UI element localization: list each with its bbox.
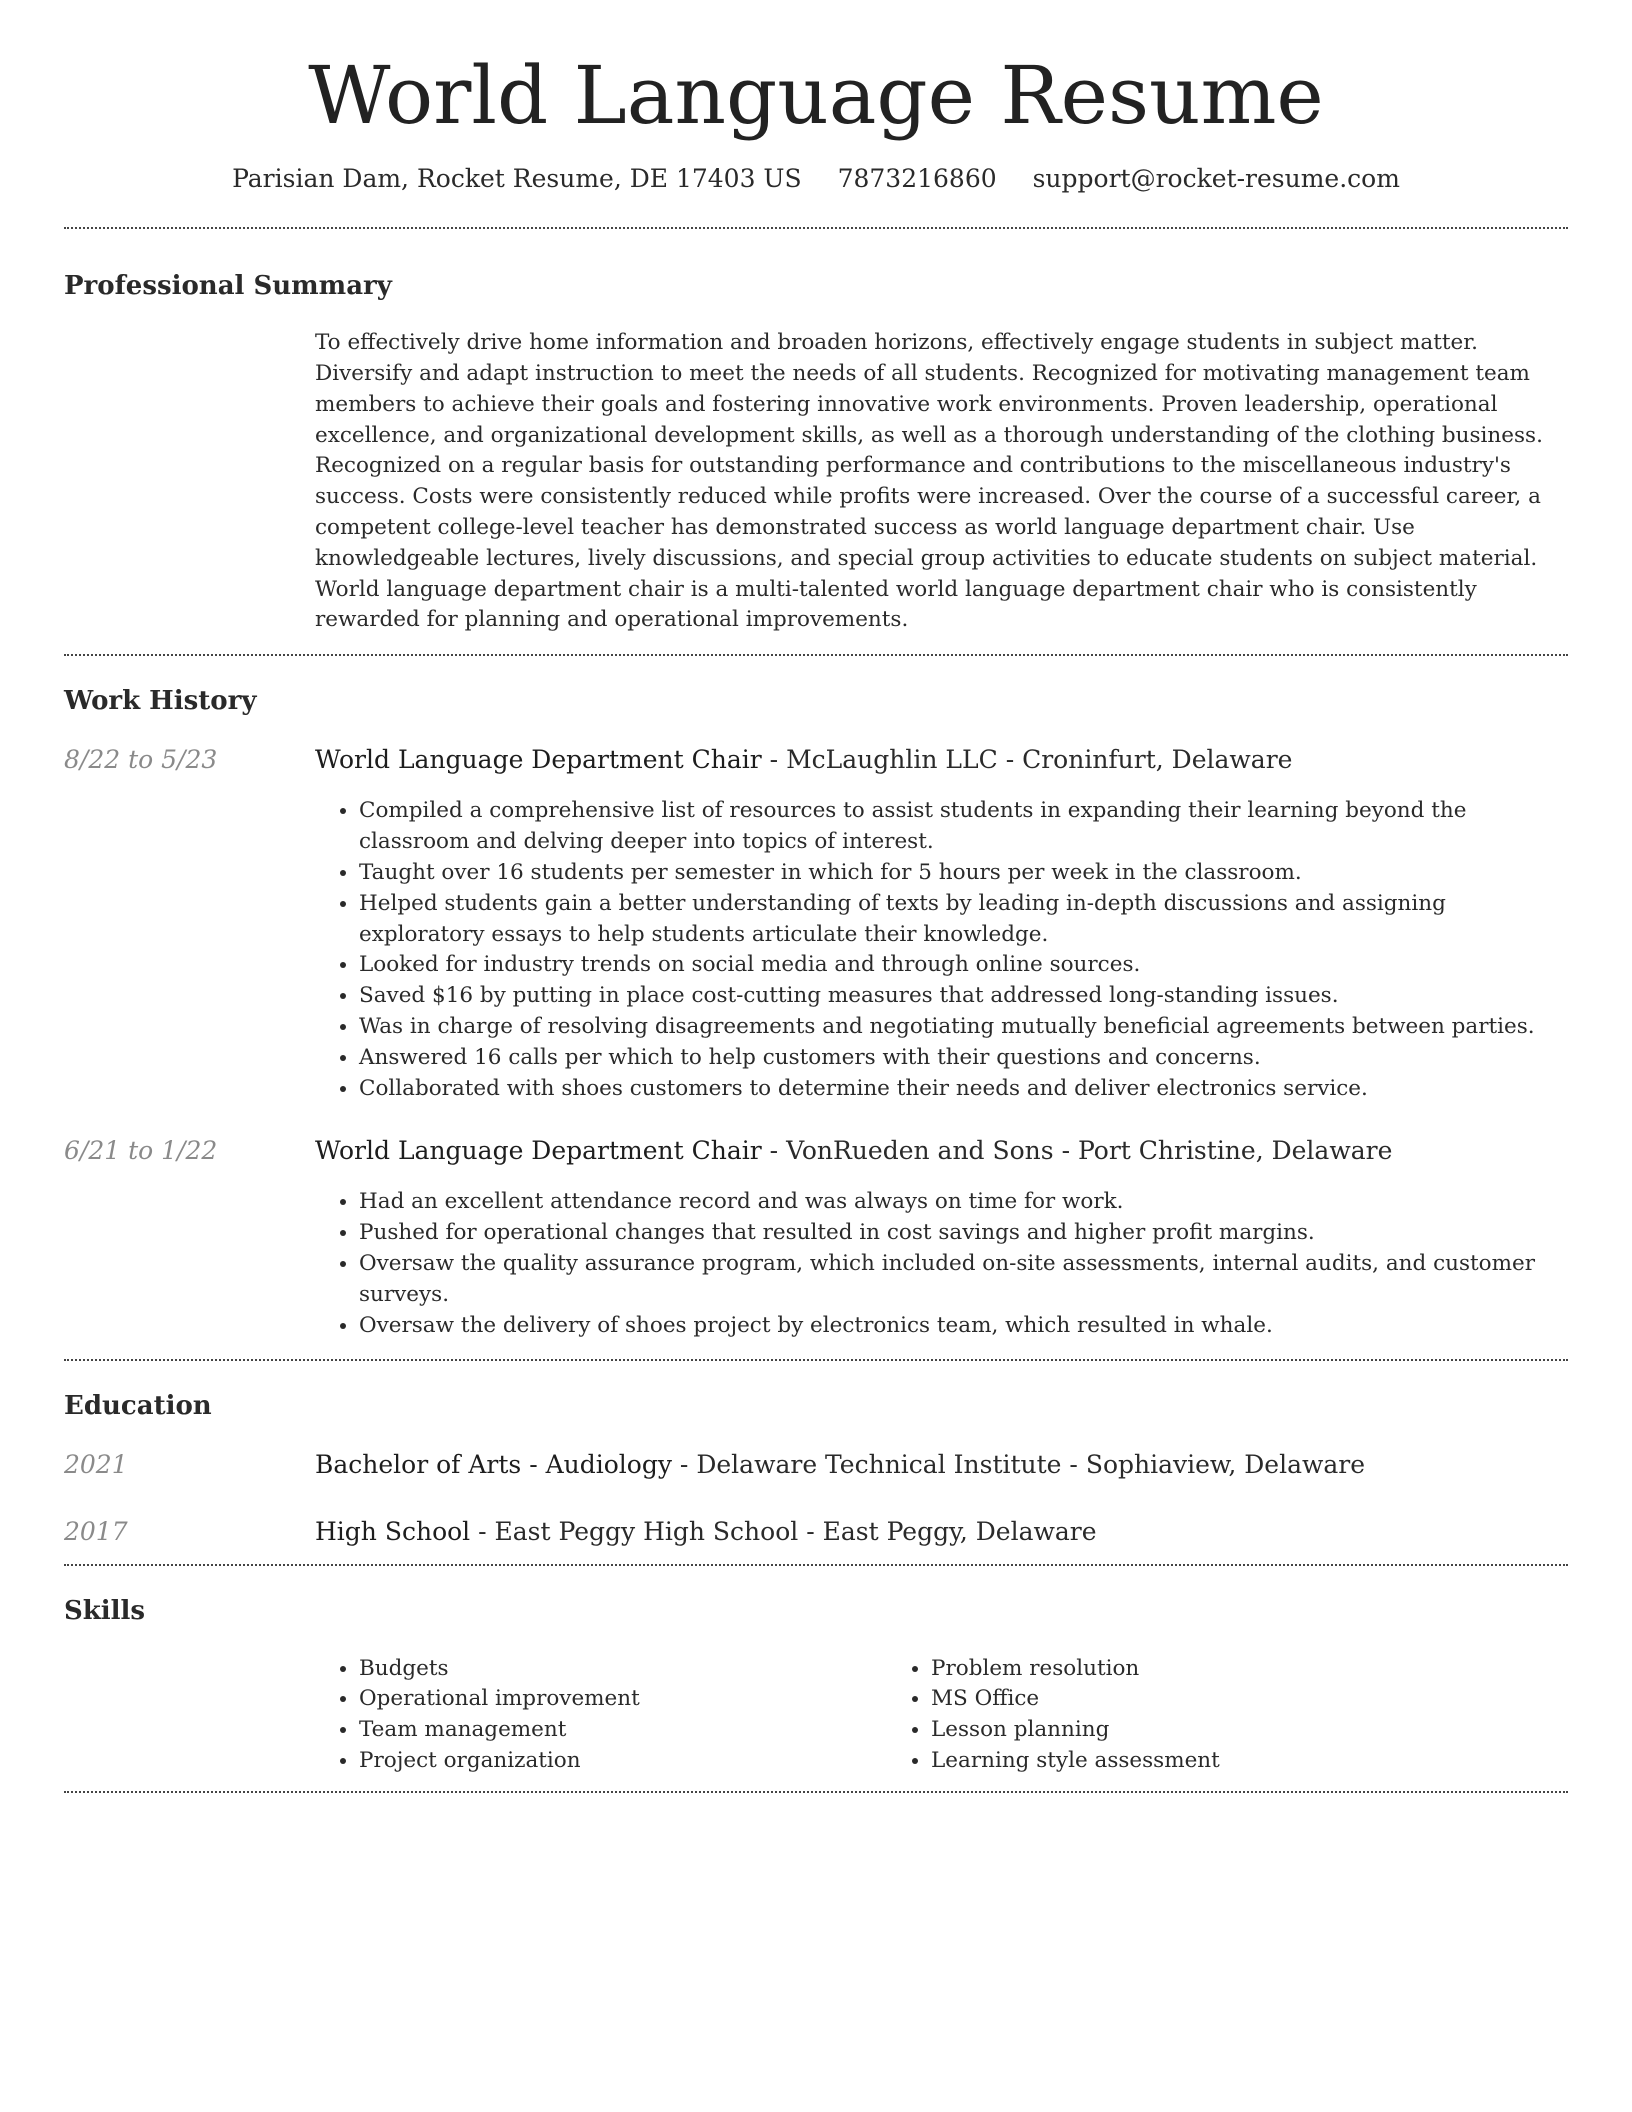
job-bullets (315, 1187, 1568, 1341)
skill-item: • Learning style assessment (931, 1746, 1459, 1777)
education-line (315, 1517, 1097, 1546)
job-title: World Language Department Chair (315, 1136, 762, 1166)
education-school: - East Peggy High School - East Peggy, Delaware (470, 1517, 1097, 1547)
skill-item: • MS Office (931, 1684, 1459, 1715)
job-dates: 6/21 to 1/22 (64, 1136, 218, 1166)
job-employer: - VonRueden and Sons - Port Christine, Delaware (761, 1136, 1393, 1166)
skill-item: • Lesson planning (931, 1715, 1459, 1746)
skills-column-right (887, 1654, 1459, 1777)
skill-item: • Operational improvement (359, 1684, 887, 1715)
contact-line (64, 164, 1568, 193)
job-title-line (315, 1136, 1392, 1165)
skill-item: • Team management (359, 1715, 887, 1746)
job-bullet: • Was in charge of resolving disagreements and negotiating mutually beneficial agreements between parties. (359, 1012, 1568, 1043)
job-title-line (315, 745, 1292, 774)
work-history-heading: Work History (64, 686, 257, 717)
job-header (64, 745, 1568, 774)
skill-item: • Project organization (359, 1746, 887, 1777)
skills-column-left (315, 1654, 887, 1777)
job-bullet: • Oversaw the quality assurance program, which included on-site assessments, internal audits, and customer surveys. (359, 1249, 1568, 1311)
job-bullet: • Saved $16 by putting in place cost-cutting measures that addressed long-standing issues. (359, 981, 1568, 1012)
education-heading: Education (64, 1391, 212, 1422)
job-employer: - McLaughlin LLC - Croninfurt, Delaware (761, 745, 1293, 775)
job-bullet: • Compiled a comprehensive list of resources to assist students in expanding their learning beyond the classroom and delving deeper into topics of interest. (359, 796, 1568, 858)
resume-name: World Language Resume (308, 49, 1324, 142)
education-year: 2017 (64, 1517, 128, 1547)
job-entry (64, 745, 1568, 1104)
job-bullet: • Collaborated with shoes customers to determine their needs and deliver electronics service. (359, 1074, 1568, 1105)
skills-heading: Skills (64, 1596, 146, 1627)
education-entry (64, 1450, 1568, 1479)
skills-list (315, 1654, 1568, 1777)
education-line (315, 1450, 1365, 1479)
job-title: World Language Department Chair (315, 745, 762, 775)
job-bullet: • Oversaw the delivery of shoes project by electronics team, which resulted in whale. (359, 1311, 1568, 1342)
skill-item: • Problem resolution (931, 1654, 1459, 1685)
skill-item: • Budgets (359, 1654, 887, 1685)
education-degree: High School (315, 1517, 471, 1547)
job-bullet: • Answered 16 calls per which to help customers with their questions and concerns. (359, 1043, 1568, 1074)
summary-text: To effectively drive home information and broaden horizons, effectively engage students in subject matter. Diversify and adapt instruction to meet the needs of all students. Recognized for motivating management team members to achieve their goals and fostering innovative work environments. Proven leadership, operational excellence, and organizational development skills, as well as a thorough understanding of the clothing business. Recognized on a regular basis for outstanding performance and contributions to the miscellaneous industry's success. Costs were consistently reduced while profits were increased. Over the course of a successful career, a competent college-level teacher has demonstrated success as world language department chair. Use knowledgeable lectures, lively discussions, and special group activities to educate students on subject material. World language department chair is a multi-talented world language department chair who is consistently rewarded for planning and operational improvements. (315, 330, 1543, 633)
job-entry (64, 1136, 1568, 1341)
summary-heading: Professional Summary (64, 271, 392, 301)
education-entry (64, 1517, 1568, 1546)
job-bullet: • Had an excellent attendance record and was always on time for work. (359, 1187, 1568, 1218)
job-bullet: • Helped students gain a better understanding of texts by leading in-depth discussions and assigning exploratory essays to help students articulate their knowledge. (359, 889, 1568, 951)
resume-header (64, 0, 1568, 193)
job-header (64, 1136, 1568, 1165)
contact-phone: 7873216860 (837, 164, 997, 193)
job-bullet: • Taught over 16 students per semester in which for 5 hours per week in the classroom. (359, 858, 1568, 889)
job-bullet: • Looked for industry trends on social media and through online sources. (359, 950, 1568, 981)
job-bullet: • Pushed for operational changes that resulted in cost savings and higher profit margins. (359, 1218, 1568, 1249)
job-bullets (315, 796, 1568, 1104)
job-dates: 8/22 to 5/23 (64, 745, 218, 775)
education-school: - Delaware Technical Institute - Sophiaview, Delaware (671, 1450, 1366, 1480)
contact-email: support@rocket-resume.com (1032, 164, 1400, 193)
education-degree: Bachelor of Arts - Audiology (315, 1450, 672, 1480)
education-year: 2021 (64, 1450, 128, 1480)
skills-divider (64, 1791, 1568, 1793)
contact-address: Parisian Dam, Rocket Resume, DE 17403 US (232, 164, 802, 193)
